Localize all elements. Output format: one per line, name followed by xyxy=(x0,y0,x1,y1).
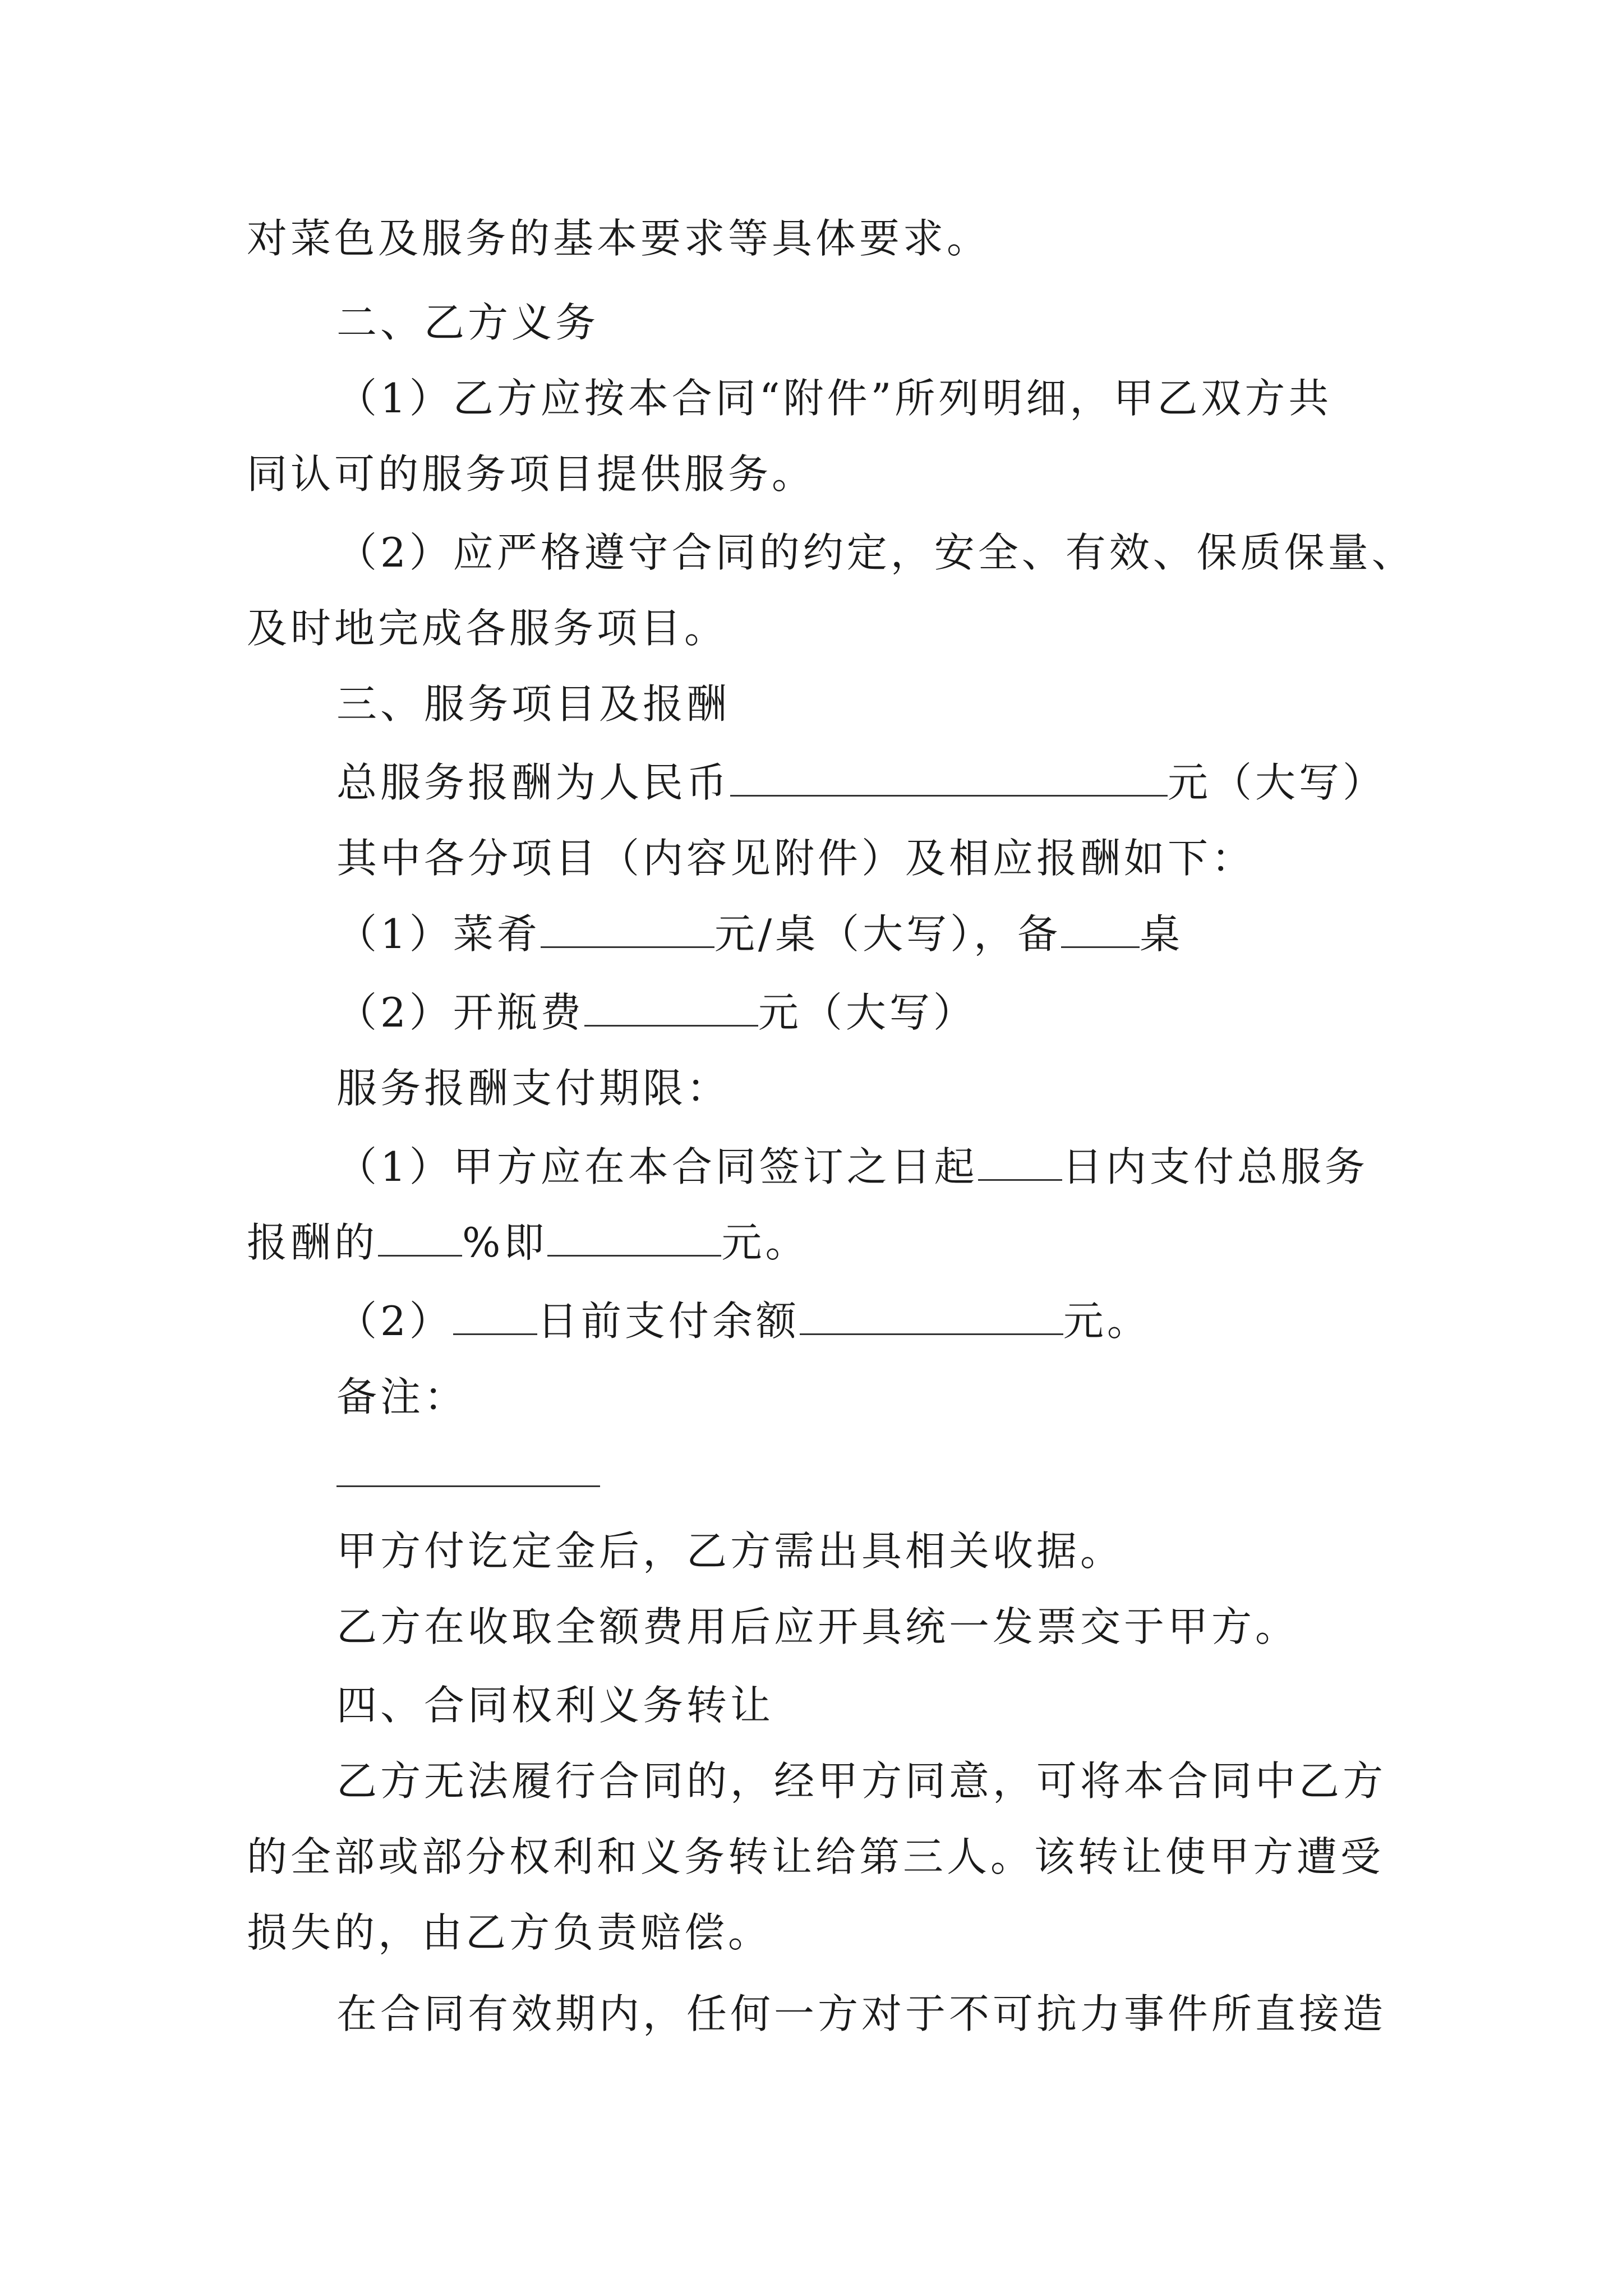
text-line: 其中各分项目（内容见附件）及相应报酬如下： xyxy=(336,835,1256,882)
text-segment: %即 xyxy=(462,1219,548,1266)
text-line xyxy=(336,757,1386,808)
text-line: 备注： xyxy=(336,1373,468,1420)
fill-in-blank xyxy=(978,1144,1062,1181)
text-line: 在合同有效期内，任何一方对于不可抗力事件所直接造 xyxy=(336,1990,1387,2037)
fill-in-blank xyxy=(1061,912,1140,948)
text-line: （1）乙方应按本合同“附件”所列明细，甲乙双方共 xyxy=(336,375,1332,422)
fill-in-blank xyxy=(800,1299,1063,1335)
text-segment: 报酬的 xyxy=(247,1219,379,1266)
text-line: （2）应严格遵守合同的约定，安全、有效、保质保量、 xyxy=(336,529,1415,576)
fill-in-blank xyxy=(547,1220,721,1257)
fill-in-blank xyxy=(378,1220,462,1257)
text-segment: （1）甲方应在本合同签订之日起 xyxy=(336,1143,978,1190)
section-heading: 四、合同权利义务转让 xyxy=(336,1682,774,1729)
text-segment: 日内支付总服务 xyxy=(1062,1143,1368,1190)
text-line xyxy=(247,1217,809,1268)
fill-in-blank xyxy=(453,1299,537,1335)
section-heading: 二、乙方义务 xyxy=(336,299,600,346)
text-line: 损失的，由乙方负责赔偿。 xyxy=(247,1909,772,1956)
text-segment: 元（大写） xyxy=(758,989,977,1036)
text-line: 的全部或部分权利和义务转让给第三人。该转让使甲方遭受 xyxy=(247,1833,1385,1880)
text-line: 乙方无法履行合同的，经甲方同意，可将本合同中乙方 xyxy=(336,1757,1387,1805)
fill-in-blank xyxy=(730,760,1168,797)
text-segment: 元。 xyxy=(721,1219,809,1266)
text-line: 乙方在收取全额费用后应开具统一发票交于甲方。 xyxy=(336,1603,1299,1650)
text-segment: 元（大写） xyxy=(1168,759,1387,806)
text-line xyxy=(336,909,1183,959)
text-line: 甲方付讫定金后，乙方需出具相关收据。 xyxy=(336,1527,1124,1575)
text-line: 及时地完成各服务项目。 xyxy=(247,605,728,652)
text-segment: 元/桌（大写），备 xyxy=(714,910,1062,958)
text-line xyxy=(336,987,977,1038)
remarks-blank-line xyxy=(336,1485,600,1487)
text-segment: 元。 xyxy=(1063,1297,1151,1345)
text-line: 对菜色及服务的基本要求等具体要求。 xyxy=(247,215,991,262)
text-segment: 桌 xyxy=(1140,910,1184,958)
text-line xyxy=(336,1142,1368,1192)
fill-in-blank xyxy=(541,912,714,948)
text-segment: 日前支付余额 xyxy=(537,1297,800,1345)
text-segment: （2） xyxy=(336,1297,453,1345)
section-heading: 三、服务项目及报酬 xyxy=(336,680,731,728)
text-segment: 总服务报酬为人民币 xyxy=(336,759,731,806)
text-line xyxy=(336,1296,1151,1346)
text-line: 服务报酬支付期限： xyxy=(336,1065,731,1112)
fill-in-blank xyxy=(584,990,758,1027)
text-segment: （1）菜肴 xyxy=(336,910,541,958)
text-segment: （2）开瓶费 xyxy=(336,989,584,1036)
text-line: 同认可的服务项目提供服务。 xyxy=(247,450,816,498)
